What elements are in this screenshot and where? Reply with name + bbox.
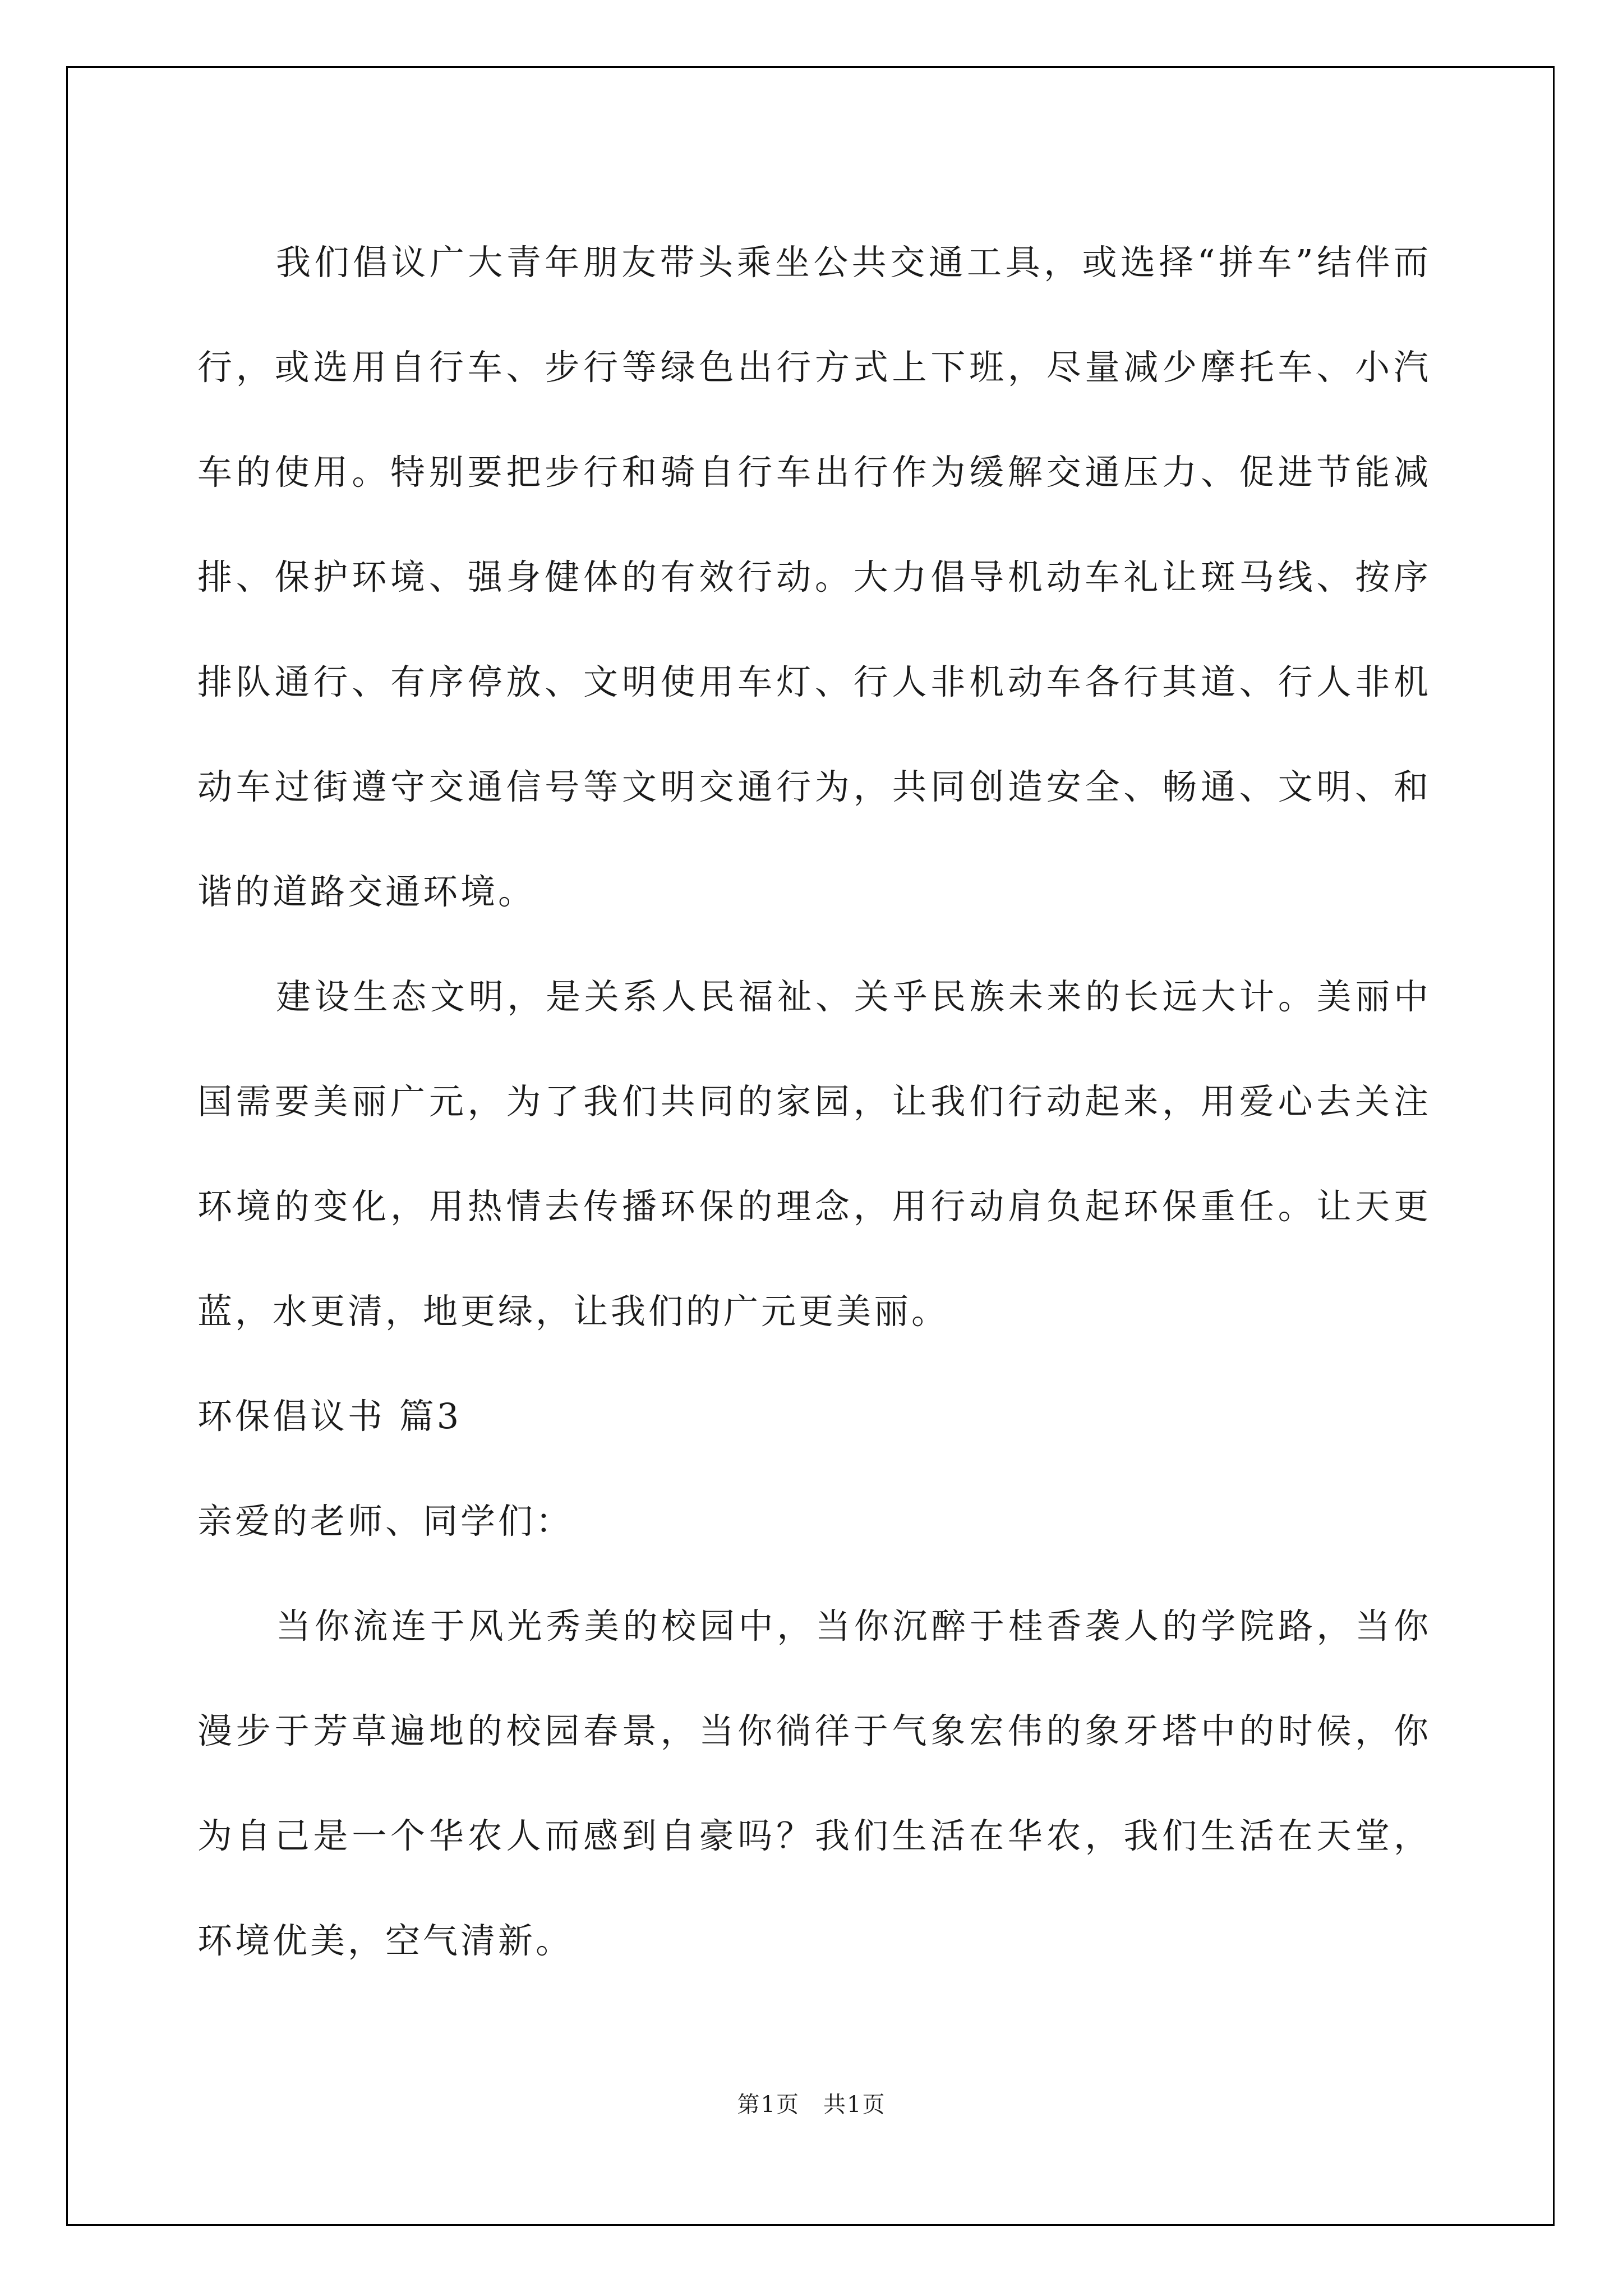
greeting-line: 亲爱的老师、同学们： bbox=[197, 1501, 574, 1542]
paragraph-ecological-civilization: 建设生态文明，是关系人民福祉、关乎民族未来的长远大计。美丽中国需要美丽广元，为了我们共同的家园，让我们行动起来，用爱心去关注环境的变化，用热情去传播环保的理念，用行动肩负起环保重任。让天更蓝，水更清，地更绿，让我们的广元更美丽。 bbox=[197, 976, 1431, 1332]
page-number-footer: 第1页 共1页 bbox=[737, 2092, 886, 2118]
document-body bbox=[197, 210, 1431, 1993]
paragraph-campus: 当你流连于风光秀美的校园中，当你沉醉于桂香袭人的学院路，当你漫步于芳草遍地的校园春景，当你徜徉于气象宏伟的象牙塔中的时候，你为自己是一个华农人而感到自豪吗？我们生活在华农，我们生活在天堂，环境优美，空气清新。 bbox=[197, 1605, 1431, 1961]
section-heading: 环保倡议书 篇3 bbox=[197, 1396, 462, 1437]
paragraph-green-travel: 我们倡议广大青年朋友带头乘坐公共交通工具，或选择“拼车”结伴而行，或选用自行车、步行等绿色出行方式上下班，尽量减少摩托车、小汽车的使用。特别要把步行和骑自行车出行作为缓解交通压力、促进节能减排、保护环境、强身健体的有效行动。大力倡导机动车礼让斑马线、按序排队通行、有序停放、文明使用车灯、行人非机动车各行其道、行人非机动车过街遵守交通信号等文明交通行为，共同创造安全、畅通、文明、和谐的道路交通环境。 bbox=[197, 242, 1431, 912]
